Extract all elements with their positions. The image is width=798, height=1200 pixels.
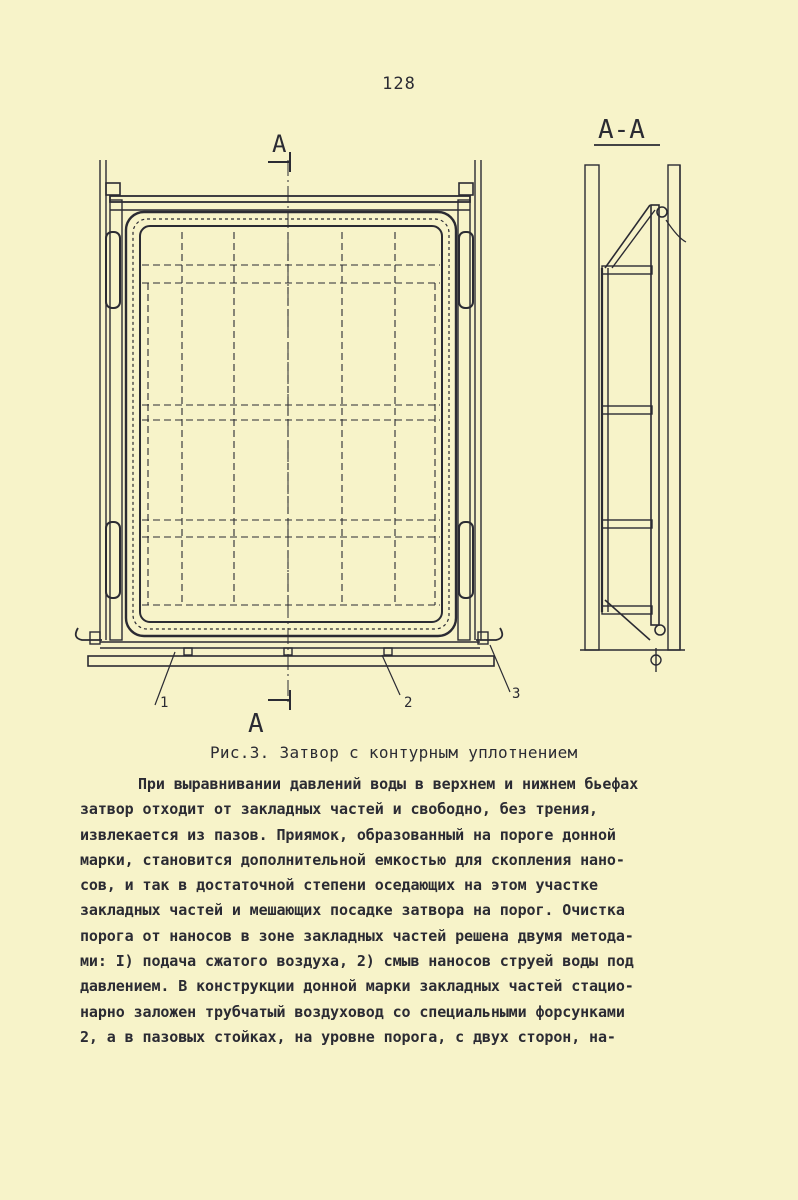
text-line: сов, и так в достаточной степени оседающих на этом участке xyxy=(80,876,598,895)
text-line: ми: I) подача сжатого воздуха, 2) смыв наносов струей воды под xyxy=(80,952,634,971)
text-line: марки, становится дополнительной емкостью для скопления нано- xyxy=(80,850,625,869)
page-number: 128 xyxy=(382,74,416,94)
text-line: извлекается из пазов. Приямок, образованный на пороге донной xyxy=(80,825,616,844)
text-line: порога от наносов в зоне закладных частей решена двумя метода- xyxy=(80,926,634,945)
cut-label-top: А xyxy=(272,130,287,158)
text-line: нарно заложен трубчатый воздуховод со специальными форсунками xyxy=(80,1002,625,1021)
text-line: При выравнивании давлений воды в верхнем и нижнем бьефах xyxy=(138,775,639,793)
section-label: А-А xyxy=(598,115,645,145)
callout-2: 2 xyxy=(404,695,413,711)
body-paragraph xyxy=(80,772,710,1050)
text-line: 2, а в пазовых стойках, на уровне порога, с двух сторон, на- xyxy=(80,1027,616,1046)
callout-1: 1 xyxy=(160,695,169,711)
text-line: закладных частей и мешающих посадке затвора на порог. Очистка xyxy=(80,901,625,920)
cut-label-bottom: А xyxy=(248,709,264,739)
callout-3: 3 xyxy=(512,686,521,702)
text-line: давлением. В конструкции донной марки закладных частей стацио- xyxy=(80,977,634,996)
text-line: затвор отходит от закладных частей и свободно, без трения, xyxy=(80,800,598,819)
figure-caption: Рис.3. Затвор с контурным уплотнением xyxy=(210,743,578,762)
